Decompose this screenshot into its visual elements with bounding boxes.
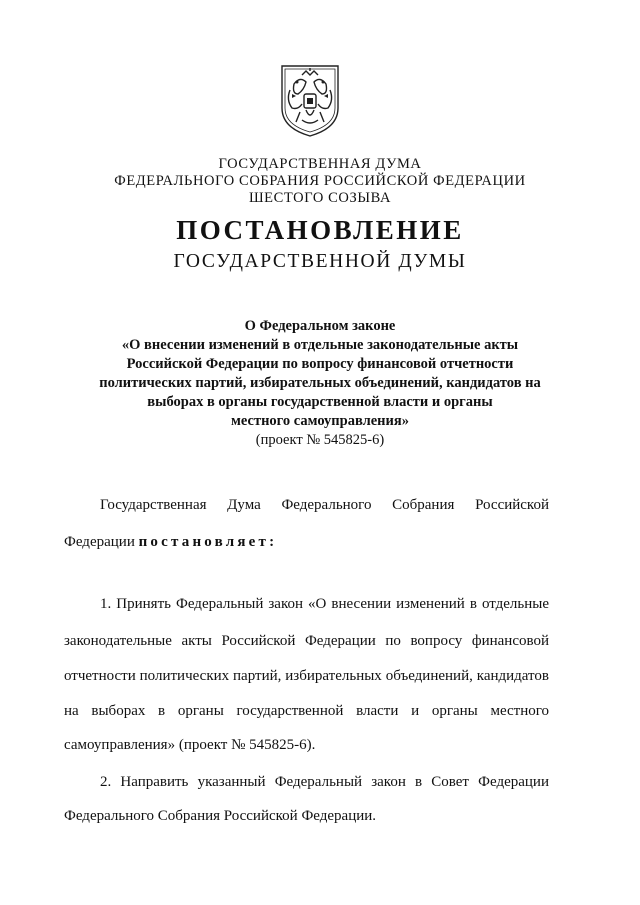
decree-word: постановляет: xyxy=(138,534,278,550)
page-subtitle: ГОСУДАРСТВЕННОЙ ДУМЫ xyxy=(173,251,467,272)
subject-line-1: О Федеральном законе xyxy=(244,318,396,334)
item1-line-1: 1. Принять Федеральный закон «О внесении изменений в отдельные xyxy=(100,596,549,612)
subject-line-6: местного самоуправления» xyxy=(231,413,409,429)
subject-line-4: политических партий, избирательных объединений, кандидатов на xyxy=(99,375,541,391)
item1-line-4: на выборах в органы государственной власти и органы местного xyxy=(64,703,549,719)
intro-line-2 xyxy=(64,534,277,551)
subject-line-3: Российской Федерации по вопросу финансовой отчетности xyxy=(126,356,514,372)
item1-line-3: отчетности политических партий, избирательных объединений, кандидатов xyxy=(64,668,549,684)
subject-line-2: «О внесении изменений в отдельные законодательные акты xyxy=(121,337,519,353)
org-line-1: ГОСУДАРСТВЕННАЯ ДУМА xyxy=(218,156,422,172)
org-line-2: ФЕДЕРАЛЬНОГО СОБРАНИЯ РОССИЙСКОЙ ФЕДЕРАЦИИ xyxy=(114,173,526,189)
subject-line-5: выборах в органы государственной власти и органы xyxy=(147,394,493,410)
page-title: ПОСТАНОВЛЕНИЕ xyxy=(176,215,464,245)
russian-coat-of-arms-icon xyxy=(272,60,348,138)
project-number: (проект № 545825-6) xyxy=(255,432,385,448)
item2-line-2: Федерального Собрания Российской Федерации. xyxy=(64,808,377,824)
item2-line-1: 2. Направить указанный Федеральный закон в Совет Федерации xyxy=(100,774,549,790)
org-line-3: ШЕСТОГО СОЗЫВА xyxy=(248,190,392,206)
item1-line-5: самоуправления» (проект № 545825-6). xyxy=(64,737,316,753)
intro-line-2-text: Федерации xyxy=(64,534,135,550)
intro-line-1: Государственная Дума Федерального Собрания Российской xyxy=(100,497,549,513)
item1-line-2: законодательные акты Российской Федерации по вопросу финансовой xyxy=(64,633,549,649)
